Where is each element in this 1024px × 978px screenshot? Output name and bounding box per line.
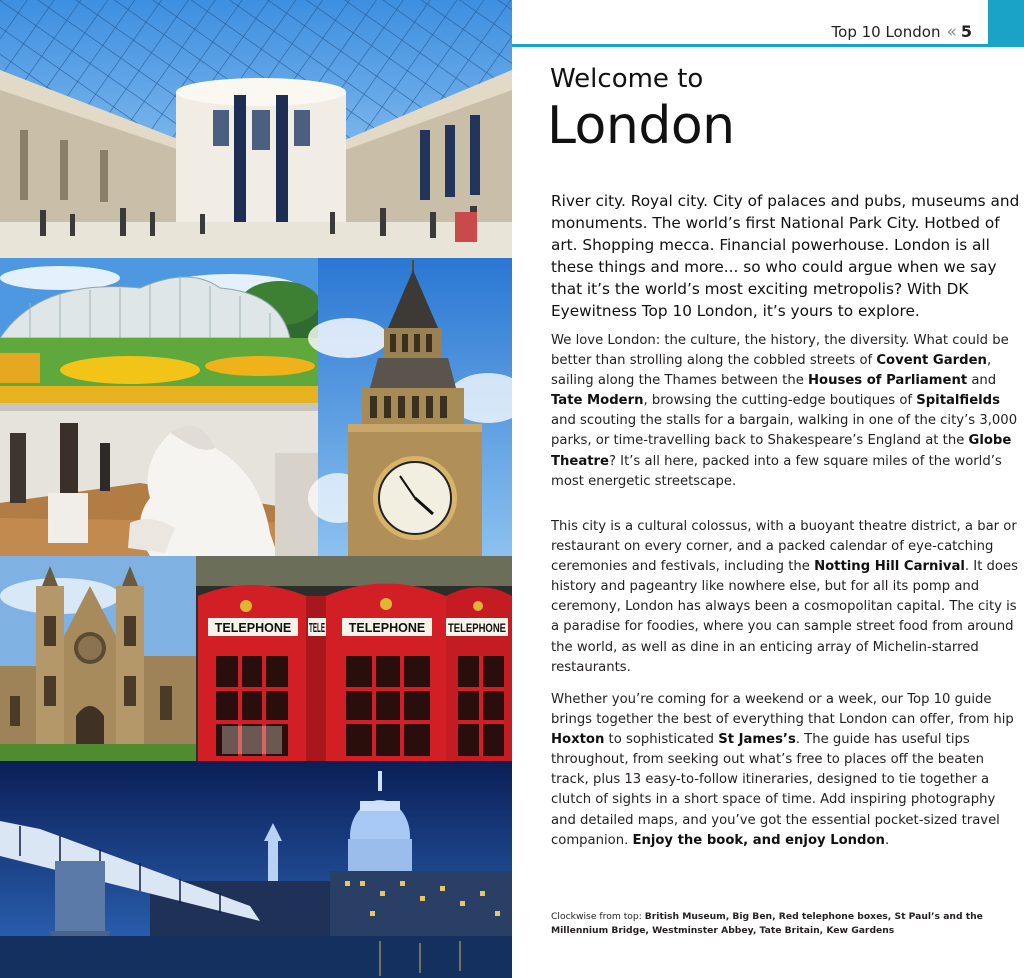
page-number: 5 (960, 22, 972, 41)
heading-welcome: Welcome to (550, 64, 704, 94)
bold-highlight: Tate Modern (551, 393, 644, 409)
text-run: , sailing along the Thames between the (551, 353, 992, 389)
body-paragraph-2 (551, 517, 1021, 678)
photo-tate-britain (0, 403, 318, 556)
telephone-sign-3: TELEPHONE (448, 621, 506, 635)
bold-highlight: Hoxton (551, 732, 605, 748)
bold-highlight: Notting Hill Carnival (814, 559, 965, 575)
telephone-sign-2: TELEPHONE (348, 621, 426, 635)
text-run: We love London: the culture, the history, the diversity. What could be better than strolling along the cobbled streets of (551, 333, 1009, 369)
bold-highlight: Houses of Parliament (808, 373, 968, 389)
chevron-left-icon: « (946, 22, 957, 42)
photo-kew-gardens (0, 258, 318, 403)
british-museum-image (0, 0, 512, 258)
telephone-boxes-image (196, 556, 512, 761)
photo-westminster-abbey (0, 556, 196, 761)
header-rule (512, 44, 988, 47)
westminster-abbey-image (0, 556, 196, 761)
photo-caption (551, 910, 1011, 937)
st-pauls-image (0, 761, 512, 978)
header-color-tab (988, 0, 1024, 47)
text-run: , browsing the cutting-edge boutiques of (643, 393, 917, 409)
big-ben-image (318, 258, 512, 556)
text-run: . It does history and pageantry like nowhere else, but for all its pomp and ceremony, London has always been a cosmopolitan capital. The city is a paradise for foodies, where you can sample street food from around the world, as well as dine in an enticing array of Michelin-starred restaurants. (551, 559, 1018, 675)
photo-st-pauls-millennium-bridge (0, 761, 512, 978)
tate-britain-image (0, 403, 318, 556)
running-head-title: Top 10 London (831, 23, 941, 41)
text-page (512, 0, 1024, 978)
telephone-sign-partial: TELE (309, 621, 325, 635)
text-run: and scouting the stalls for a bargain, walking in one of the city’s 3,000 parks, or time-travelling back to Shakespeare’s England at the (551, 413, 1018, 449)
caption-lead: Clockwise from top: (551, 911, 645, 922)
lede-paragraph: River city. Royal city. City of palaces and pubs, museums and monuments. The world’s first National Park City. Hotbed of art. Shopping mecca. Financial powerhouse. London is all these things and more... so who could argue when we say that it’s the world’s most exciting metropolis? With DK Eyewitness Top 10 London, it’s yours to explore. (551, 192, 1020, 320)
text-run: and (967, 373, 997, 389)
text-run: to sophisticated (604, 732, 719, 748)
body-paragraph-1 (551, 331, 1021, 492)
text-run: This city is a cultural colossus, with a buoyant theatre district, a bar or restaurant on every corner, and a packed calendar of eye-catching ceremonies and festivals, including the (551, 519, 1017, 575)
page-title: London (547, 96, 735, 156)
bold-highlight: Covent Garden (876, 353, 987, 369)
bold-highlight: Spitalfields (916, 393, 1000, 409)
telephone-sign-1: TELEPHONE (214, 621, 292, 635)
bold-highlight: St James’s (718, 732, 796, 748)
text-run: Whether you’re coming for a weekend or a week, our Top 10 guide brings together the best of everything that London can offer, from hip (551, 692, 1014, 728)
caption-items: British Museum, Big Ben, Red telephone boxes, St Paul’s and the Millennium Bridge, Westminster Abbey, Tate Britain, Kew Gardens (551, 911, 983, 936)
photo-big-ben (318, 258, 512, 556)
running-head (832, 22, 972, 42)
kew-gardens-image (0, 258, 318, 403)
bold-highlight: Globe Theatre (551, 433, 1012, 469)
text-run: ? It’s all here, packed into a few square miles of the world’s most energetic streetscape. (551, 453, 1002, 489)
body-paragraph-3 (551, 690, 1021, 851)
photo-telephone-boxes (196, 556, 512, 761)
text-run: . The guide has useful tips throughout, from seeking out what’s free to places off the beaten track, plus 13 easy-to-follow itineraries, designed to tie together a clutch of sights in a short space of time. Add inspiring photography and detailed maps, and you’ve got the essential pocket-sized travel companion. (551, 732, 1000, 848)
photo-british-museum (0, 0, 512, 258)
bold-highlight: Enjoy the book, and enjoy London (632, 832, 885, 848)
text-run: . (884, 832, 890, 848)
